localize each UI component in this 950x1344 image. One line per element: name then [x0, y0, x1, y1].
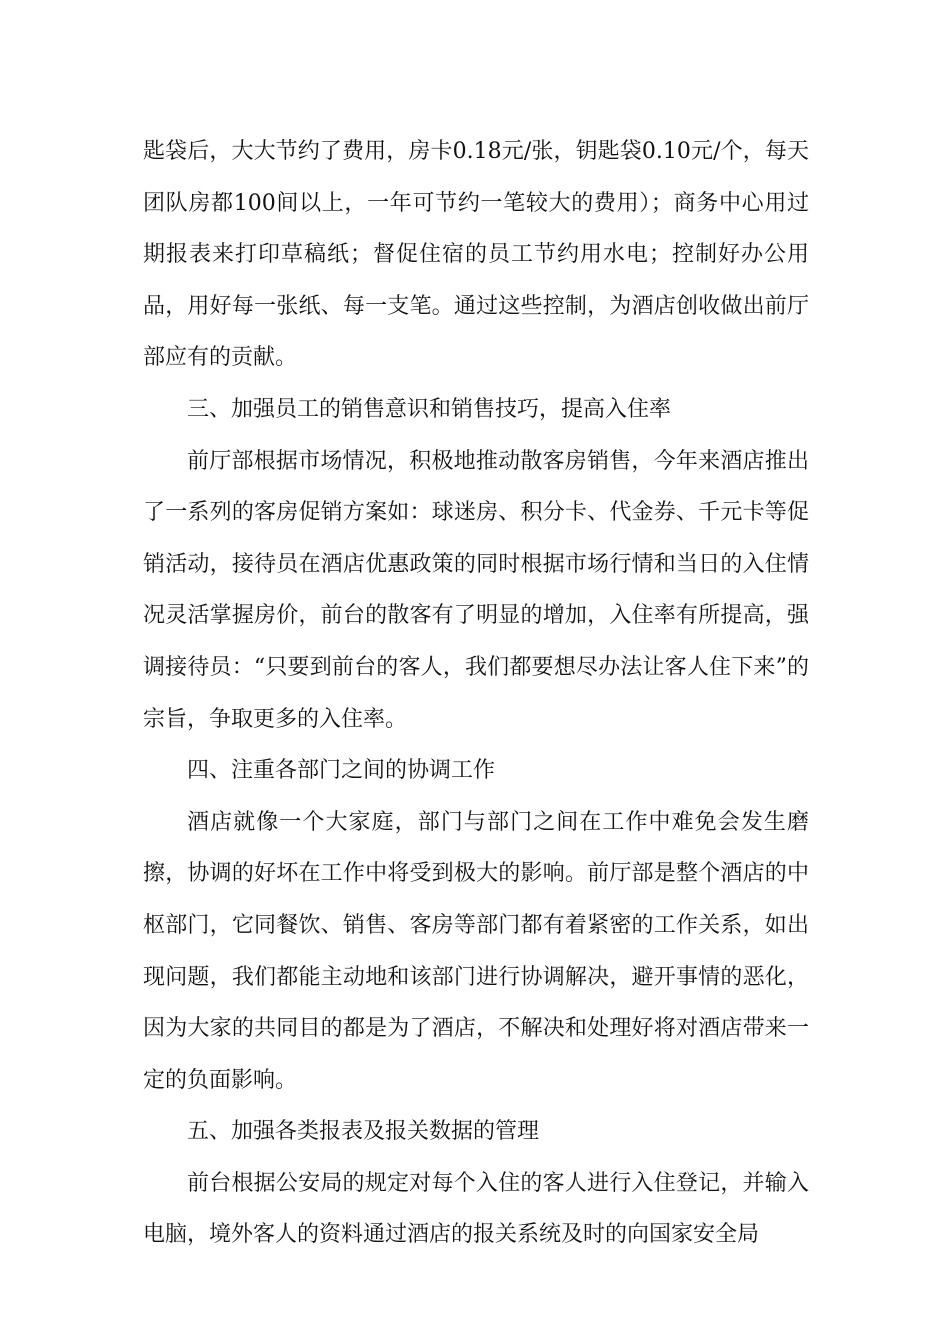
section-heading-reports: 五、加强各类报表及报关数据的管理 [187, 1119, 540, 1145]
paragraph-sales: 前厅部根据市场情况，积极地推动散客房销售，今年来酒店推出了一系列的客房促销方案如：球迷房、积分卡、代金券、千元卡等促销活动，接待员在酒店优惠政策的同时根据市场行情和当日的入住情况灵活掌握房价，前台的散客有了明显的增加，入住率有所提高，强调接待员：“只要到前台的客人，我们都要想尽办法让客人住下来”的宗旨，争取更多的入住率。 [143, 448, 809, 732]
document-body [143, 126, 809, 1261]
paragraph-reports: 前台根据公安局的规定对每个入住的客人进行入住登记，并输入电脑，境外客人的资料通过酒店的报关系统及时的向国家安全局 [143, 1170, 809, 1248]
section-heading-coordination: 四、注重各部门之间的协调工作 [187, 758, 496, 784]
paragraph-cost-saving: 匙袋后，大大节约了费用，房卡0.18元/张，钥匙袋0.10元/个，每天团队房都100间以上，一年可节约一笔较大的费用）；商务中心用过期报表来打印草稿纸；督促住宿的员工节约用水电；控制好办公用品，用好每一张纸、每一支笔。通过这些控制，为酒店创收做出前厅部应有的贡献。 [143, 139, 809, 371]
paragraph-coordination: 酒店就像一个大家庭，部门与部门之间在工作中难免会发生磨擦，协调的好坏在工作中将受到极大的影响。前厅部是整个酒店的中枢部门，它同餐饮、销售、客房等部门都有着紧密的工作关系，如出现问题，我们都能主动地和该部门进行协调解决，避开事情的恶化，因为大家的共同目的都是为了酒店，不解决和处理好将对酒店带来一定的负面影响。 [143, 809, 809, 1093]
section-heading-sales: 三、加强员工的销售意识和销售技巧，提高入住率 [187, 396, 672, 422]
